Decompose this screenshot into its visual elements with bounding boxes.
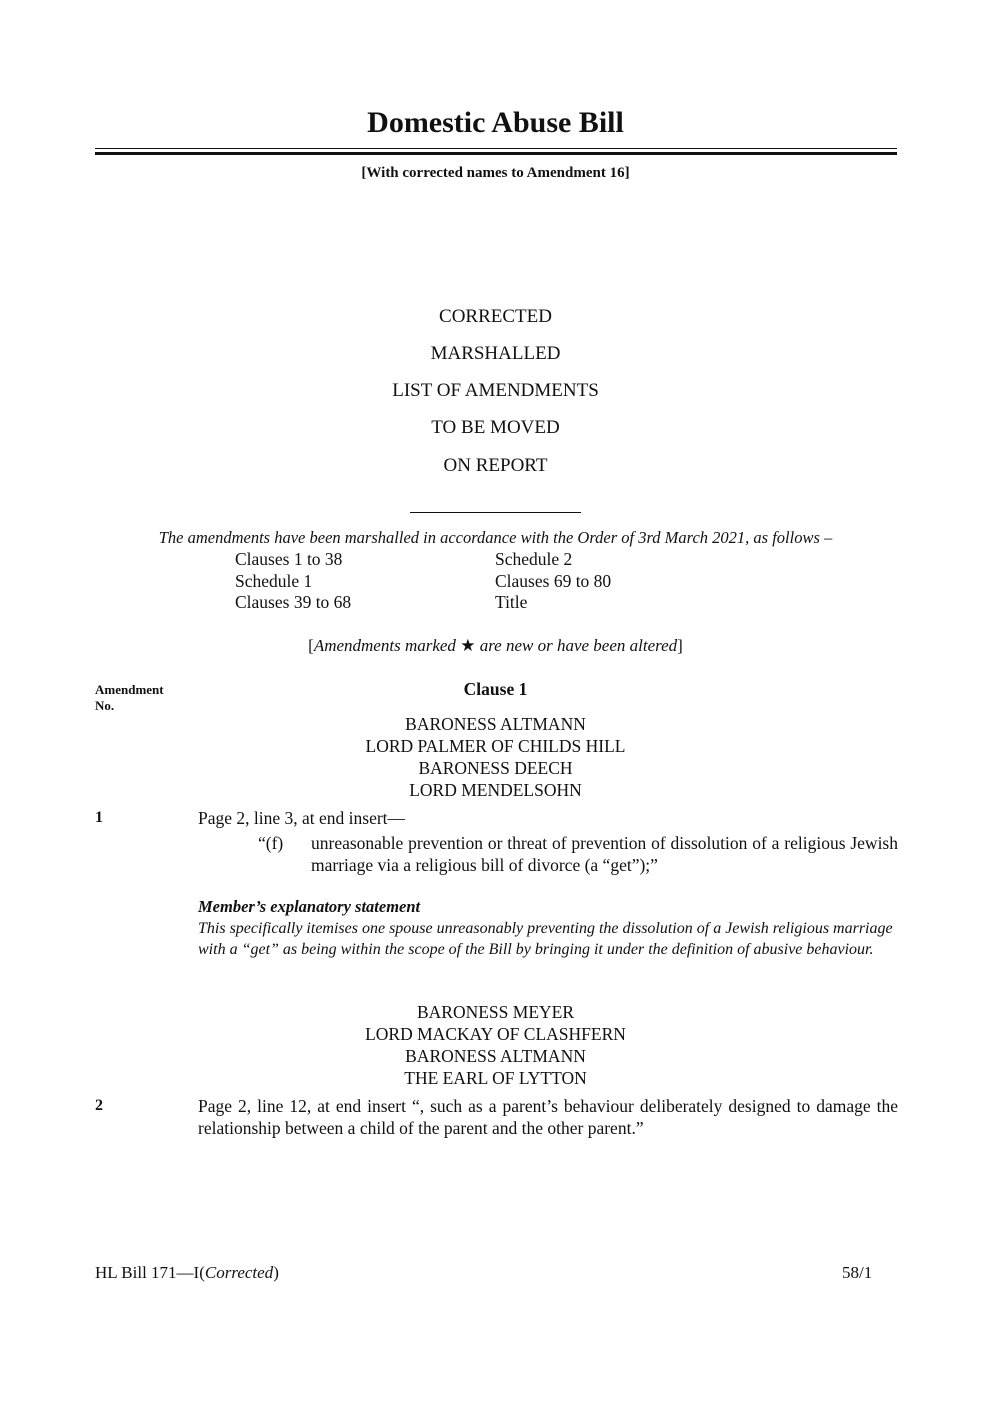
insert-body: unreasonable prevention or threat of prevention of dissolution of a religious Jewish marriage via a religious bill of divorce (a “get”);” bbox=[311, 833, 898, 875]
bill-ref-text: HL Bill 171—I( bbox=[95, 1263, 205, 1282]
sponsor-names bbox=[0, 713, 991, 801]
bill-ref-corrected: Corrected bbox=[204, 1263, 274, 1282]
order-list-item: Schedule 1 bbox=[235, 571, 313, 591]
amendment-text: Page 2, line 12, at end insert “, such as a parent’s behaviour deliberately designed to damage the relationship between a child of the parent and the other parent.” bbox=[198, 1096, 898, 1138]
amendment-number: 2 bbox=[95, 1097, 103, 1114]
document-title: Domestic Abuse Bill bbox=[367, 106, 624, 139]
sponsor-name: BARONESS ALTMANN bbox=[405, 1046, 586, 1066]
order-note: The amendments have been marshalled in accordance with the Order of 3rd March 2021, as follows – bbox=[158, 528, 833, 547]
insert-label: “(f) bbox=[258, 833, 284, 853]
cover-line: LIST OF AMENDMENTS bbox=[392, 380, 599, 401]
order-list-item: Clauses 69 to 80 bbox=[495, 571, 612, 591]
document-subtitle: [With corrected names to Amendment 16] bbox=[361, 165, 630, 181]
order-list-item: Schedule 2 bbox=[495, 549, 573, 569]
section-divider bbox=[410, 512, 581, 513]
star-note bbox=[0, 636, 991, 656]
inserted-text bbox=[258, 832, 898, 876]
page-reference: 58/1 bbox=[842, 1263, 873, 1282]
order-list-item: Clauses 39 to 68 bbox=[235, 592, 352, 612]
statement-heading: Member’s explanatory statement bbox=[198, 897, 421, 916]
star-icon: ★ bbox=[460, 636, 476, 655]
cover-line: CORRECTED bbox=[439, 306, 552, 327]
sponsor-name: BARONESS MEYER bbox=[416, 1002, 575, 1022]
amendment-number: 1 bbox=[95, 809, 103, 826]
sponsor-names bbox=[0, 1001, 991, 1089]
order-list-item: Clauses 1 to 38 bbox=[235, 549, 343, 569]
cover-line: TO BE MOVED bbox=[431, 417, 560, 438]
sponsor-name: BARONESS DEECH bbox=[418, 758, 573, 778]
bill-reference bbox=[95, 1263, 279, 1283]
bill-ref-text: ) bbox=[273, 1263, 279, 1282]
title-rule-thick bbox=[95, 152, 897, 155]
star-note-text: Amendments marked bbox=[313, 636, 461, 655]
sponsor-name: BARONESS ALTMANN bbox=[405, 714, 586, 734]
amendment-text: Page 2, line 3, at end insert— bbox=[198, 808, 406, 828]
order-list-item: Title bbox=[495, 592, 528, 612]
bracket: ] bbox=[677, 636, 683, 655]
clause-heading: Clause 1 bbox=[463, 679, 528, 699]
sponsor-name: THE EARL OF LYTTON bbox=[404, 1068, 587, 1088]
cover-line: MARSHALLED bbox=[430, 343, 561, 364]
star-note-text: are new or have been altered bbox=[475, 636, 678, 655]
sponsor-name: LORD MENDELSOHN bbox=[409, 780, 582, 800]
cover-line: ON REPORT bbox=[443, 455, 548, 476]
explanatory-statement: This specifically itemises one spouse unreasonably preventing the dissolution of a Jewish religious marriage with a “get” as being within the scope of the Bill by bringing it under the definition of abusive behaviour. bbox=[198, 920, 893, 958]
sponsor-name: LORD MACKAY OF CLASHFERN bbox=[365, 1024, 626, 1044]
label-line: No. bbox=[95, 698, 115, 713]
title-rule-thin bbox=[95, 148, 897, 149]
label-line: Amendment bbox=[95, 682, 164, 697]
bracket: [ bbox=[308, 636, 314, 655]
sponsor-name: LORD PALMER OF CHILDS HILL bbox=[365, 736, 626, 756]
